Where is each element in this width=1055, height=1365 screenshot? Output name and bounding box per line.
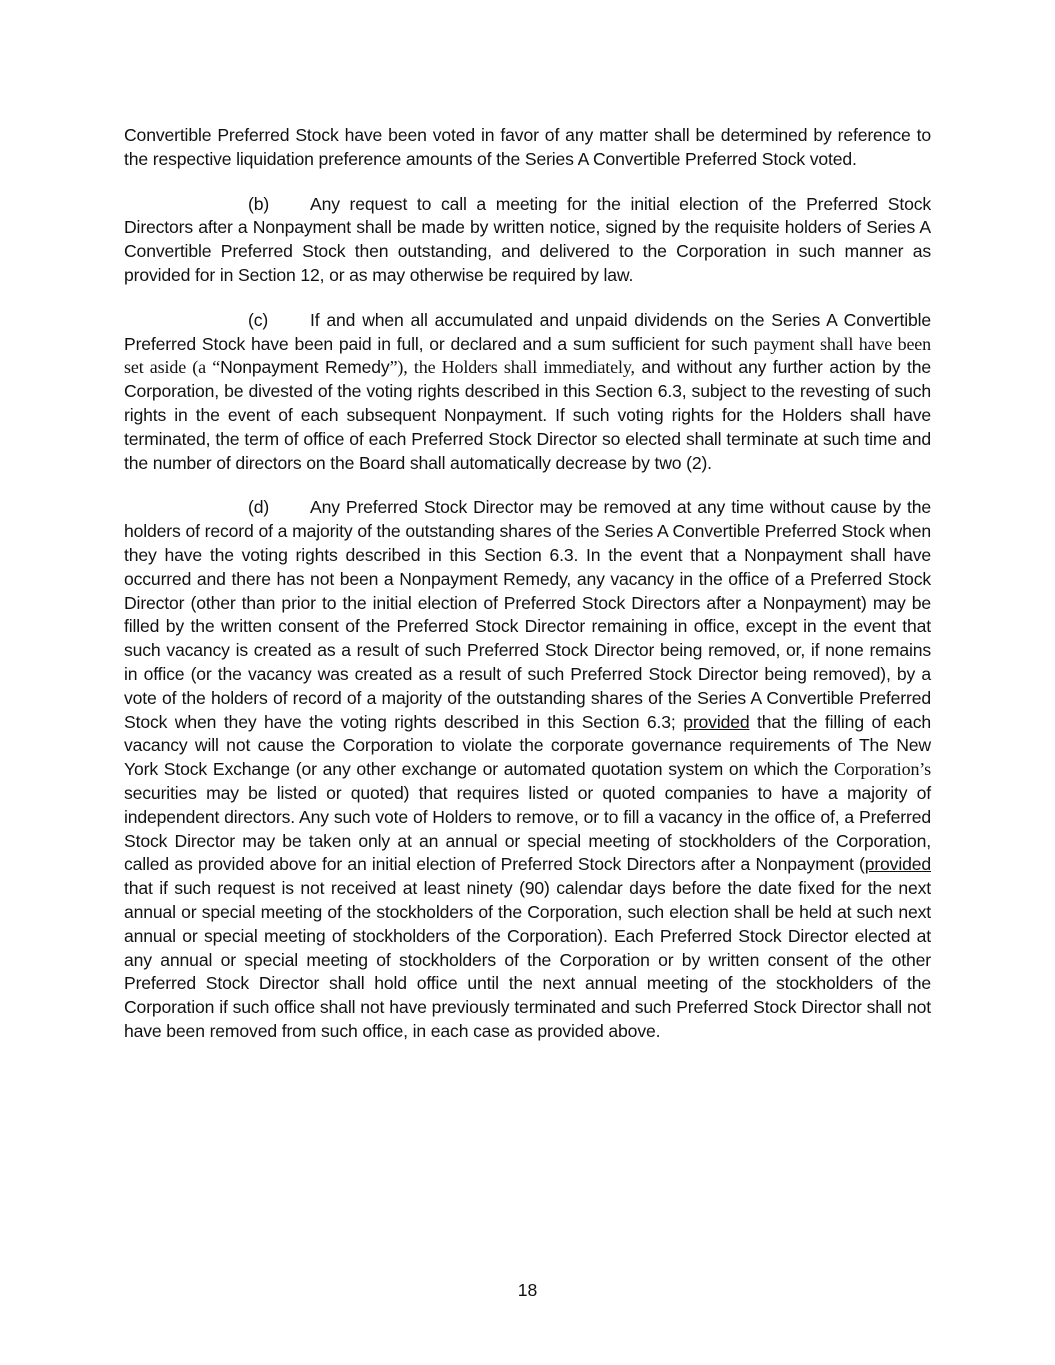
paragraph-c [124,309,931,476]
paragraph-d-text-4: securities may be listed or quoted) that requires listed or quoted companies to have a majority of independent directors. Any such vote of Holders to remove, or to fill a vacancy in the office of, a Preferred Stock Director may be taken only at an annual or special meeting of stockholders of the Corporation, called as provided above for an initial election of Preferred Stock Directors after a Nonpayment ( [124,782,931,875]
paragraph-c-label: (c) [248,309,269,330]
paragraph-d-text-1: Any Preferred Stock Director may be removed at any time without cause by the holders of record of a majority of the outstanding shares of the Series A Convertible Preferred Stock when they have the voting rights described in this Section 6.3. In the event that a Nonpayment shall have occurred and there has not been a Nonpayment Remedy, any vacancy in the office of a Preferred Stock Director (other than prior to the initial election of Preferred Stock Directors after a Nonpayment) may be filled by the written consent of the Preferred Stock Director remaining in office, except in the event that such vacancy is created as a result of such Preferred Stock Director being removed, or, if none remains in office (or the vacancy was created as a result of such Preferred Stock Director being removed), by a vote of the holders of record of a majority of the outstanding shares of the Series A Convertible Preferred Stock when they have the voting rights described in this Section 6.3; [124,497,931,732]
document-body [124,124,931,1065]
paragraph-b-label: (b) [248,193,270,214]
page-number: 18 [517,1280,538,1300]
paragraph-b-text: Any request to call a meeting for the initial election of the Preferred Stock Directors after a Nonpayment shall be made by written notice, signed by the requisite holders of Series A Convertible Preferred Stock then outstanding, and delivered to the Corporation in such manner as provided for in Section 12, or as may otherwise be required by law. [124,193,931,285]
paragraph-b [124,193,931,288]
paragraph-c-text-5: and without any further action by the Corporation, be divested of the voting rights described in this Section 6.3, subject to the revesting of such rights in the event of each subsequent Nonpayment. If such voting rights for the Holders shall have terminated, the term of office of each Preferred Stock Director so elected shall terminate at such time and the number of directors on the Board shall automatically decrease by two (2). [124,357,931,473]
paragraph-c-text-1: If and when all accumulated and unpaid dividends on the Series A Convertible Preferred Stock have been paid in full, or declared and a sum sufficient for such [124,309,931,354]
paragraph-d-text-2: that the filling of each vacancy will not cause the Corporation to violate the corporate governance requirements of The New York Stock Exchange (or any other exchange or automated quotation system on which the [124,711,931,780]
provided-term-2: provided [864,854,931,875]
intro-text: Convertible Preferred Stock have been voted in favor of any matter shall be determined by reference to the respective liquidation preference amounts of the Series A Convertible Preferred Stock voted. [124,125,931,169]
corporations-term: Corporation’s [833,759,931,780]
nonpayment-remedy-term: Nonpayment Remedy [220,357,390,378]
paragraph-d [124,496,931,1043]
intro-paragraph [124,124,931,172]
paragraph-c-text-2: payment shall have been set aside (a “ [124,333,931,378]
paragraph-d-label: (d) [248,497,270,518]
paragraph-d-text-5: that if such request is not received at least ninety (90) calendar days before the date fixed for the next annual or special meeting of the stockholders of the Corporation, such election shall be held at such next annual or special meeting of stockholders of the Corporation). Each Preferred Stock Director elected at any annual or special meeting of stockholders of the Corporation or by written consent of the other Preferred Stock Director shall hold office until the next annual meeting of the stockholders of the Corporation if such office shall not have previously terminated and such Preferred Stock Director shall not have been removed from such office, in each case as provided above. [124,878,931,1041]
paragraph-c-text-4: ”), the Holders shall immediately, [389,357,635,378]
provided-term-1: provided [683,711,750,732]
